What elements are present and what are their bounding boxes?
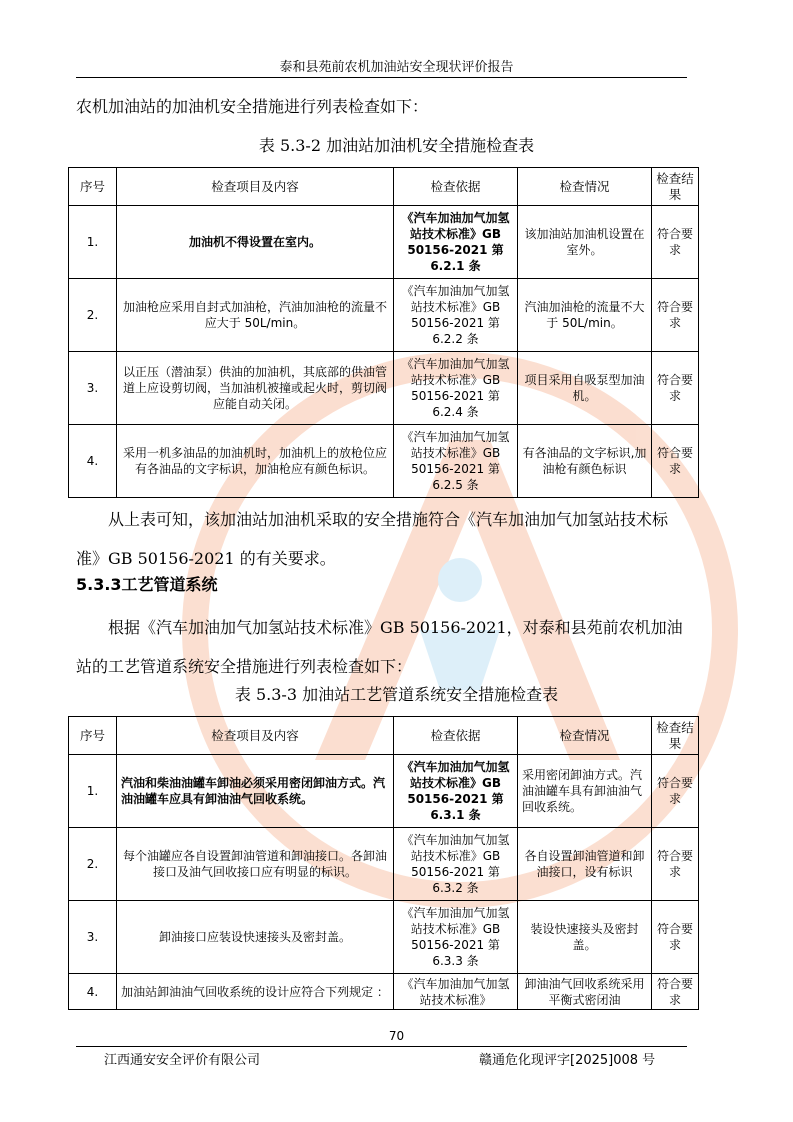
header-result: 检查结果 xyxy=(652,717,699,755)
table2-caption: 表 5.3-3 加油站工艺管道系统安全措施检查表 xyxy=(234,685,559,704)
row-status: 该加油站加油机设置在室外。 xyxy=(518,206,652,279)
table2-header-row xyxy=(69,717,699,755)
header-result: 检查结果 xyxy=(652,168,699,206)
row-result: 符合要求 xyxy=(652,974,699,1010)
row-basis: 《汽车加油加气加氢站技术标准》GB 50156-2021 第 6.3.3 条 xyxy=(394,901,518,974)
row-no: 1. xyxy=(69,206,117,279)
header-no: 序号 xyxy=(69,717,117,755)
row-result: 符合要求 xyxy=(652,206,699,279)
conclusion-paragraph: 从上表可知，该加油站加油机采取的安全措施符合《汽车加油加气加氢站技术标准》GB 50156-2021 的有关要求。 xyxy=(76,510,669,568)
row-no: 2. xyxy=(69,828,117,901)
table1-caption: 表 5.3-2 加油站加油机安全措施检查表 xyxy=(258,136,535,155)
header-basis: 检查依据 xyxy=(394,717,518,755)
header-divider xyxy=(76,77,687,78)
row-item: 汽油和柴油油罐车卸油必须采用密闭卸油方式。汽油油罐车应具有卸油油气回收系统。 xyxy=(117,755,394,828)
row-status: 有各油品的文字标识,加油枪有颜色标识 xyxy=(518,425,652,498)
row-basis: 《汽车加油加气加氢站技术标准》GB 50156-2021 第 6.3.1 条 xyxy=(394,755,518,828)
row-result: 符合要求 xyxy=(652,901,699,974)
row-result: 符合要求 xyxy=(652,755,699,828)
table1-safety-check xyxy=(68,167,699,498)
row-no: 2. xyxy=(69,279,117,352)
row-basis: 《汽车加油加气加氢站技术标准》GB 50156-2021 第 6.2.5 条 xyxy=(394,425,518,498)
row-status: 项目采用自吸泵型加油机。 xyxy=(518,352,652,425)
table-row xyxy=(69,279,699,352)
row-basis: 《汽车加油加气加氢站技术标准》GB 50156-2021 第 6.2.1 条 xyxy=(394,206,518,279)
table2-safety-check xyxy=(68,716,699,1010)
section-heading: 5.3.3工艺管道系统 xyxy=(76,575,218,594)
table-row xyxy=(69,755,699,828)
table-row xyxy=(69,352,699,425)
row-item: 采用一机多油品的加油机时，加油机上的放枪位应有各油品的文字标识，加油枪应有颜色标识。 xyxy=(117,425,394,498)
row-basis: 《汽车加油加气加氢站技术标准》GB 50156-2021 第 6.3.2 条 xyxy=(394,828,518,901)
header-basis: 检查依据 xyxy=(394,168,518,206)
row-item: 加油机不得设置在室内。 xyxy=(117,206,394,279)
row-no: 3. xyxy=(69,352,117,425)
table-row xyxy=(69,974,699,1010)
row-item: 每个油罐应各自设置卸油管道和卸油接口。各卸油接口及油气回收接口应有明显的标识。 xyxy=(117,828,394,901)
row-result: 符合要求 xyxy=(652,279,699,352)
header-item: 检查项目及内容 xyxy=(117,717,394,755)
footer-company: 江西通安安全评价有限公司 xyxy=(104,1053,261,1068)
header-item: 检查项目及内容 xyxy=(117,168,394,206)
row-status: 采用密闭卸油方式。汽油油罐车具有卸油油气回收系统。 xyxy=(518,755,652,828)
row-no: 4. xyxy=(69,974,117,1010)
row-status: 各自设置卸油管道和卸油接口，设有标识 xyxy=(518,828,652,901)
section-intro-paragraph: 根据《汽车加油加气加氢站技术标准》GB 50156-2021，对泰和县苑前农机加油站的工艺管道系统安全措施进行列表检查如下： xyxy=(76,618,683,676)
footer-divider xyxy=(76,1046,687,1047)
row-basis: 《汽车加油加气加氢站技术标准》GB 50156-2021 第 6.2.2 条 xyxy=(394,279,518,352)
row-status: 卸油油气回收系统采用平衡式密闭油 xyxy=(518,974,652,1010)
table-row xyxy=(69,206,699,279)
row-basis: 《汽车加油加气加氢站技术标准》GB 50156-2021 第 6.2.4 条 xyxy=(394,352,518,425)
row-basis: 《汽车加油加气加氢站技术标准》 xyxy=(394,974,518,1010)
footer-doc-number: 赣通危化现评字[2025]008 号 xyxy=(479,1053,656,1068)
table-row xyxy=(69,425,699,498)
row-item: 以正压（潜油泵）供油的加油机，其底部的供油管道上应设剪切阀，当加油机被撞或起火时，剪切阀应能自动关闭。 xyxy=(117,352,394,425)
table1-header-row xyxy=(69,168,699,206)
row-no: 1. xyxy=(69,755,117,828)
table-row xyxy=(69,828,699,901)
row-item: 卸油接口应装设快速接头及密封盖。 xyxy=(117,901,394,974)
row-item: 加油枪应采用自封式加油枪，汽油加油枪的流量不应大于 50L/min。 xyxy=(117,279,394,352)
row-status: 汽油加油枪的流量不大于 50L/min。 xyxy=(518,279,652,352)
row-status: 装设快速接头及密封盖。 xyxy=(518,901,652,974)
header-status: 检查情况 xyxy=(518,717,652,755)
intro-paragraph: 农机加油站的加油机安全措施进行列表检查如下： xyxy=(76,97,429,116)
row-result: 符合要求 xyxy=(652,425,699,498)
row-no: 3. xyxy=(69,901,117,974)
table-row xyxy=(69,901,699,974)
row-result: 符合要求 xyxy=(652,828,699,901)
row-result: 符合要求 xyxy=(652,352,699,425)
header-no: 序号 xyxy=(69,168,117,206)
row-no: 4. xyxy=(69,425,117,498)
header-status: 检查情况 xyxy=(518,168,652,206)
page-number: 70 xyxy=(388,1029,405,1043)
row-item: 加油站卸油油气回收系统的设计应符合下列规定 ： xyxy=(117,974,394,1010)
header-title: 泰和县苑前农机加油站安全现状评价报告 xyxy=(279,60,514,75)
